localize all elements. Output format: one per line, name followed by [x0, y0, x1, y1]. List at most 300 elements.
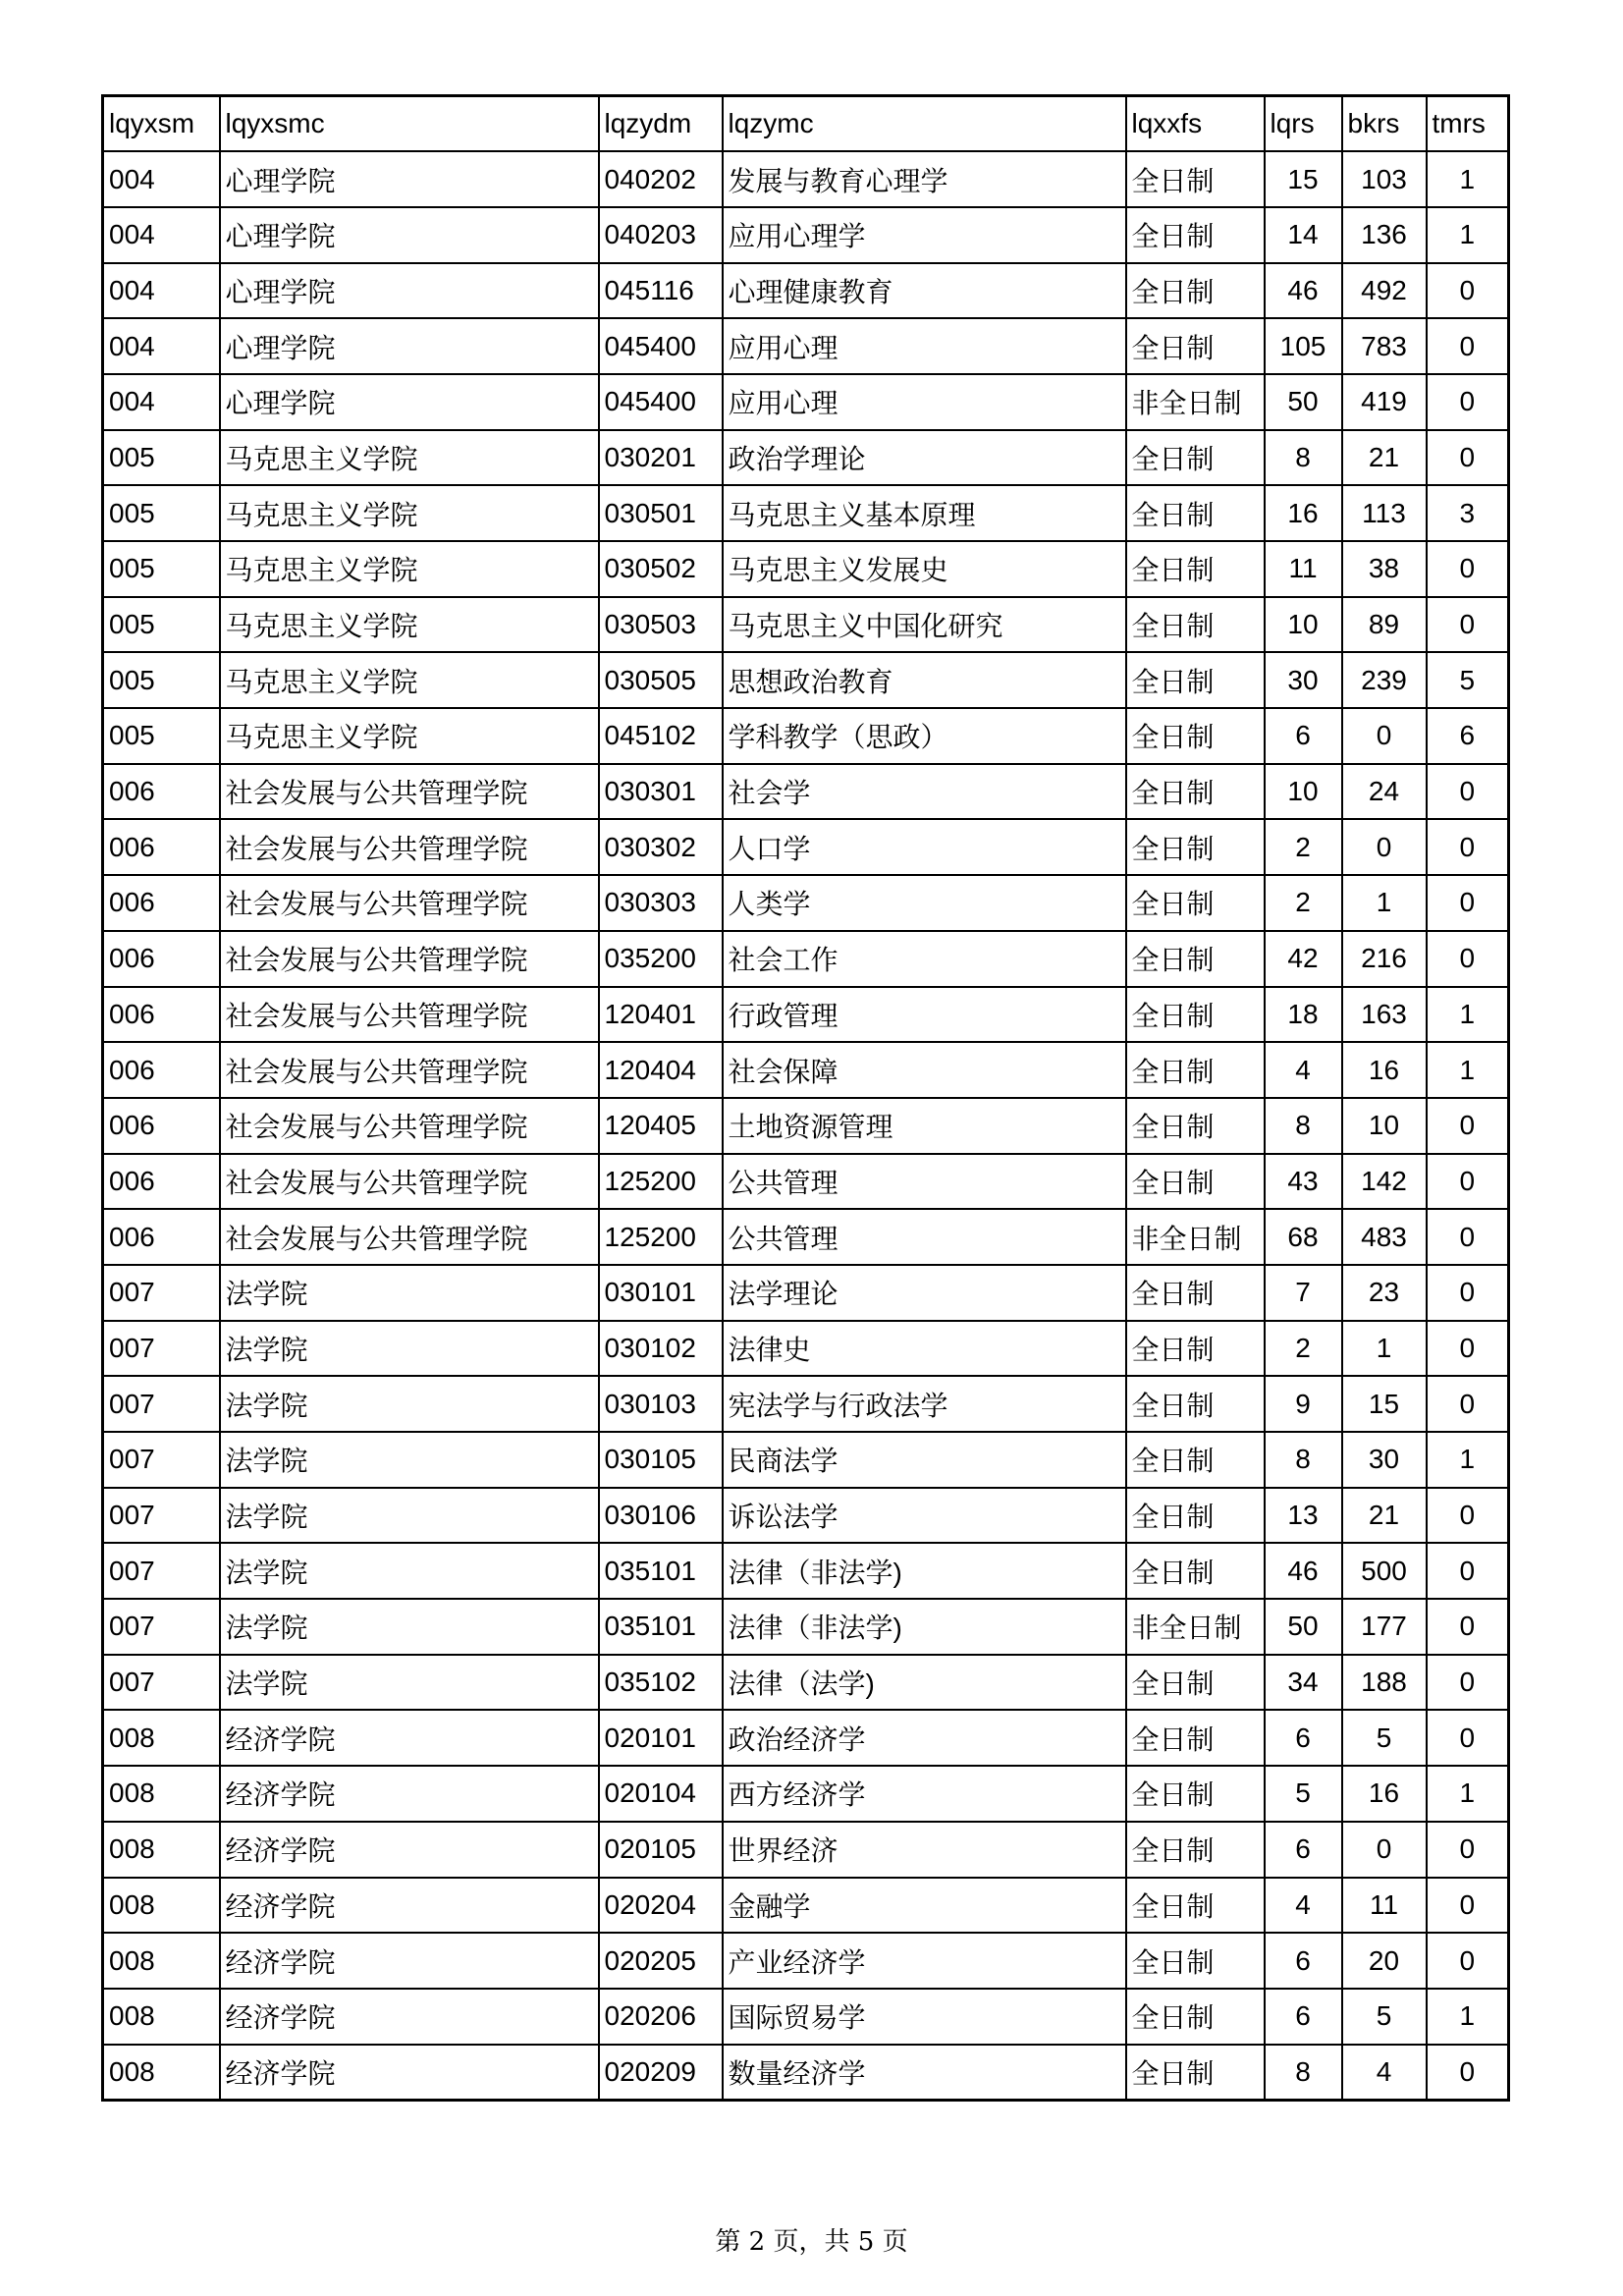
cell-school-name: 马克思主义学院 [220, 597, 599, 653]
cell-major-name: 人口学 [723, 819, 1126, 875]
cell-study-mode: 全日制 [1126, 430, 1265, 486]
cell-major-code: 020205 [599, 1933, 723, 1989]
admissions-table [101, 94, 1510, 2102]
table-row [103, 374, 1509, 430]
cell-exempt-count: 0 [1427, 541, 1509, 597]
cell-study-mode: 全日制 [1126, 1655, 1265, 1711]
cell-study-mode: 全日制 [1126, 987, 1265, 1043]
table-row [103, 1098, 1509, 1154]
cell-exempt-count: 0 [1427, 1488, 1509, 1544]
cell-school-name: 法学院 [220, 1265, 599, 1321]
cell-study-mode: 全日制 [1126, 318, 1265, 374]
cell-exempt-count: 0 [1427, 1209, 1509, 1265]
cell-school-name: 马克思主义学院 [220, 485, 599, 541]
cell-admitted-count: 6 [1265, 1710, 1342, 1766]
table-row [103, 875, 1509, 931]
cell-admitted-count: 30 [1265, 652, 1342, 708]
cell-major-code: 125200 [599, 1154, 723, 1210]
table-body [103, 151, 1509, 2100]
header-lqyxsmc: lqyxsmc [220, 96, 599, 152]
cell-exempt-count: 1 [1427, 1432, 1509, 1488]
cell-major-name: 学科教学（思政） [723, 708, 1126, 764]
cell-major-code: 030201 [599, 430, 723, 486]
cell-school-name: 马克思主义学院 [220, 652, 599, 708]
cell-admitted-count: 34 [1265, 1655, 1342, 1711]
table-row [103, 1933, 1509, 1989]
cell-major-name: 社会学 [723, 764, 1126, 820]
cell-admitted-count: 6 [1265, 1933, 1342, 1989]
cell-exempt-count: 0 [1427, 1655, 1509, 1711]
cell-admitted-count: 2 [1265, 819, 1342, 875]
header-lqxxfs: lqxxfs [1126, 96, 1265, 152]
cell-applicant-count: 4 [1342, 2045, 1427, 2101]
cell-major-code: 030103 [599, 1376, 723, 1432]
cell-admitted-count: 8 [1265, 430, 1342, 486]
cell-applicant-count: 21 [1342, 1488, 1427, 1544]
cell-major-name: 应用心理 [723, 318, 1126, 374]
cell-study-mode: 全日制 [1126, 1376, 1265, 1432]
table-row [103, 764, 1509, 820]
header-lqzymc: lqzymc [723, 96, 1126, 152]
cell-applicant-count: 38 [1342, 541, 1427, 597]
cell-school-name: 心理学院 [220, 207, 599, 263]
cell-study-mode: 全日制 [1126, 1766, 1265, 1822]
cell-study-mode: 全日制 [1126, 1154, 1265, 1210]
cell-major-name: 马克思主义发展史 [723, 541, 1126, 597]
cell-exempt-count: 0 [1427, 430, 1509, 486]
cell-school-code: 008 [103, 2045, 220, 2101]
cell-major-code: 035200 [599, 931, 723, 987]
cell-school-code: 005 [103, 652, 220, 708]
table-row [103, 1321, 1509, 1377]
cell-applicant-count: 492 [1342, 263, 1427, 319]
cell-school-name: 经济学院 [220, 1710, 599, 1766]
cell-major-name: 社会保障 [723, 1042, 1126, 1098]
cell-school-name: 法学院 [220, 1432, 599, 1488]
cell-admitted-count: 13 [1265, 1488, 1342, 1544]
table-row [103, 263, 1509, 319]
cell-school-code: 008 [103, 1822, 220, 1878]
cell-major-name: 数量经济学 [723, 2045, 1126, 2101]
cell-school-name: 社会发展与公共管理学院 [220, 1042, 599, 1098]
cell-exempt-count: 0 [1427, 1599, 1509, 1655]
cell-school-name: 马克思主义学院 [220, 708, 599, 764]
cell-major-code: 045116 [599, 263, 723, 319]
cell-study-mode: 全日制 [1126, 1989, 1265, 2045]
cell-study-mode: 全日制 [1126, 764, 1265, 820]
table-row [103, 987, 1509, 1043]
cell-admitted-count: 6 [1265, 1989, 1342, 2045]
cell-major-code: 020204 [599, 1878, 723, 1934]
table-row [103, 1878, 1509, 1934]
cell-school-code: 007 [103, 1376, 220, 1432]
table-row [103, 541, 1509, 597]
table-row [103, 597, 1509, 653]
cell-applicant-count: 239 [1342, 652, 1427, 708]
cell-major-name: 应用心理 [723, 374, 1126, 430]
cell-major-code: 035102 [599, 1655, 723, 1711]
cell-major-name: 发展与教育心理学 [723, 151, 1126, 207]
cell-school-name: 法学院 [220, 1321, 599, 1377]
cell-admitted-count: 6 [1265, 1822, 1342, 1878]
cell-applicant-count: 24 [1342, 764, 1427, 820]
cell-school-name: 经济学院 [220, 1822, 599, 1878]
cell-major-name: 西方经济学 [723, 1766, 1126, 1822]
cell-major-name: 社会工作 [723, 931, 1126, 987]
cell-exempt-count: 1 [1427, 987, 1509, 1043]
cell-major-code: 020209 [599, 2045, 723, 2101]
cell-school-code: 006 [103, 1209, 220, 1265]
cell-exempt-count: 3 [1427, 485, 1509, 541]
cell-major-name: 思想政治教育 [723, 652, 1126, 708]
cell-school-code: 007 [103, 1488, 220, 1544]
cell-applicant-count: 16 [1342, 1042, 1427, 1098]
cell-school-code: 005 [103, 485, 220, 541]
cell-exempt-count: 1 [1427, 1042, 1509, 1098]
cell-school-code: 008 [103, 1989, 220, 2045]
table-row [103, 207, 1509, 263]
cell-admitted-count: 50 [1265, 1599, 1342, 1655]
cell-exempt-count: 1 [1427, 1766, 1509, 1822]
cell-school-name: 心理学院 [220, 151, 599, 207]
cell-major-name: 政治学理论 [723, 430, 1126, 486]
cell-exempt-count: 5 [1427, 652, 1509, 708]
cell-applicant-count: 113 [1342, 485, 1427, 541]
cell-major-name: 法律（法学) [723, 1655, 1126, 1711]
cell-school-code: 007 [103, 1599, 220, 1655]
cell-admitted-count: 2 [1265, 875, 1342, 931]
cell-exempt-count: 0 [1427, 875, 1509, 931]
cell-applicant-count: 500 [1342, 1543, 1427, 1599]
cell-school-name: 法学院 [220, 1488, 599, 1544]
header-tmrs: tmrs [1427, 96, 1509, 152]
cell-major-name: 马克思主义基本原理 [723, 485, 1126, 541]
cell-exempt-count: 0 [1427, 764, 1509, 820]
page-number-footer: 第 2 页，共 5 页 [715, 2227, 908, 2257]
cell-applicant-count: 5 [1342, 1710, 1427, 1766]
cell-school-name: 社会发展与公共管理学院 [220, 1154, 599, 1210]
table-row [103, 1154, 1509, 1210]
cell-admitted-count: 4 [1265, 1878, 1342, 1934]
cell-school-code: 006 [103, 1098, 220, 1154]
table-row [103, 1042, 1509, 1098]
cell-study-mode: 全日制 [1126, 1042, 1265, 1098]
cell-major-name: 产业经济学 [723, 1933, 1126, 1989]
cell-school-name: 法学院 [220, 1599, 599, 1655]
cell-major-name: 世界经济 [723, 1822, 1126, 1878]
cell-applicant-count: 21 [1342, 430, 1427, 486]
cell-exempt-count: 0 [1427, 1822, 1509, 1878]
table-row [103, 1822, 1509, 1878]
cell-exempt-count: 6 [1427, 708, 1509, 764]
cell-applicant-count: 216 [1342, 931, 1427, 987]
cell-major-code: 040202 [599, 151, 723, 207]
cell-major-code: 030106 [599, 1488, 723, 1544]
cell-school-name: 社会发展与公共管理学院 [220, 987, 599, 1043]
cell-school-name: 经济学院 [220, 1766, 599, 1822]
cell-major-name: 人类学 [723, 875, 1126, 931]
cell-admitted-count: 105 [1265, 318, 1342, 374]
cell-applicant-count: 1 [1342, 875, 1427, 931]
cell-exempt-count: 0 [1427, 1265, 1509, 1321]
cell-exempt-count: 0 [1427, 931, 1509, 987]
cell-admitted-count: 6 [1265, 708, 1342, 764]
cell-major-name: 土地资源管理 [723, 1098, 1126, 1154]
table-row [103, 1432, 1509, 1488]
table-row [103, 1488, 1509, 1544]
cell-exempt-count: 1 [1427, 1989, 1509, 2045]
cell-applicant-count: 188 [1342, 1655, 1427, 1711]
cell-applicant-count: 5 [1342, 1989, 1427, 2045]
cell-school-name: 心理学院 [220, 374, 599, 430]
cell-study-mode: 全日制 [1126, 1321, 1265, 1377]
cell-school-name: 经济学院 [220, 2045, 599, 2101]
cell-study-mode: 全日制 [1126, 1488, 1265, 1544]
cell-admitted-count: 2 [1265, 1321, 1342, 1377]
cell-major-code: 120404 [599, 1042, 723, 1098]
cell-major-name: 心理健康教育 [723, 263, 1126, 319]
cell-study-mode: 全日制 [1126, 2045, 1265, 2101]
cell-major-code: 030303 [599, 875, 723, 931]
cell-school-name: 经济学院 [220, 1989, 599, 2045]
cell-major-name: 行政管理 [723, 987, 1126, 1043]
cell-major-code: 030302 [599, 819, 723, 875]
cell-exempt-count: 0 [1427, 1543, 1509, 1599]
cell-applicant-count: 16 [1342, 1766, 1427, 1822]
cell-study-mode: 全日制 [1126, 151, 1265, 207]
cell-admitted-count: 8 [1265, 2045, 1342, 2101]
cell-study-mode: 非全日制 [1126, 374, 1265, 430]
cell-major-code: 020206 [599, 1989, 723, 2045]
table-row [103, 151, 1509, 207]
cell-study-mode: 全日制 [1126, 931, 1265, 987]
cell-school-code: 004 [103, 207, 220, 263]
cell-school-name: 心理学院 [220, 318, 599, 374]
cell-major-code: 030505 [599, 652, 723, 708]
cell-study-mode: 全日制 [1126, 485, 1265, 541]
cell-exempt-count: 0 [1427, 1098, 1509, 1154]
cell-major-code: 120405 [599, 1098, 723, 1154]
table-row [103, 819, 1509, 875]
table-row [103, 485, 1509, 541]
cell-school-code: 004 [103, 263, 220, 319]
cell-major-name: 应用心理学 [723, 207, 1126, 263]
cell-exempt-count: 0 [1427, 263, 1509, 319]
cell-admitted-count: 8 [1265, 1098, 1342, 1154]
cell-admitted-count: 5 [1265, 1766, 1342, 1822]
cell-school-name: 经济学院 [220, 1933, 599, 1989]
cell-exempt-count: 0 [1427, 1878, 1509, 1934]
header-lqyxsm: lqyxsm [103, 96, 220, 152]
cell-major-name: 公共管理 [723, 1154, 1126, 1210]
table-header-row [103, 96, 1509, 152]
cell-school-code: 006 [103, 987, 220, 1043]
cell-major-code: 040203 [599, 207, 723, 263]
cell-exempt-count: 0 [1427, 1710, 1509, 1766]
cell-major-name: 国际贸易学 [723, 1989, 1126, 2045]
cell-study-mode: 全日制 [1126, 207, 1265, 263]
cell-admitted-count: 8 [1265, 1432, 1342, 1488]
cell-admitted-count: 16 [1265, 485, 1342, 541]
cell-study-mode: 全日制 [1126, 1098, 1265, 1154]
cell-school-name: 社会发展与公共管理学院 [220, 764, 599, 820]
cell-exempt-count: 0 [1427, 1376, 1509, 1432]
cell-study-mode: 非全日制 [1126, 1209, 1265, 1265]
cell-major-code: 030102 [599, 1321, 723, 1377]
table-row [103, 318, 1509, 374]
cell-applicant-count: 1 [1342, 1321, 1427, 1377]
cell-school-code: 004 [103, 374, 220, 430]
cell-school-code: 006 [103, 931, 220, 987]
cell-major-code: 045400 [599, 318, 723, 374]
cell-major-name: 公共管理 [723, 1209, 1126, 1265]
cell-school-name: 心理学院 [220, 263, 599, 319]
cell-exempt-count: 0 [1427, 2045, 1509, 2101]
cell-school-code: 007 [103, 1655, 220, 1711]
cell-school-name: 社会发展与公共管理学院 [220, 875, 599, 931]
table-row [103, 2045, 1509, 2101]
table-row [103, 708, 1509, 764]
table-row [103, 931, 1509, 987]
cell-exempt-count: 0 [1427, 318, 1509, 374]
cell-major-code: 120401 [599, 987, 723, 1043]
table-row [103, 1543, 1509, 1599]
cell-applicant-count: 15 [1342, 1376, 1427, 1432]
cell-school-name: 马克思主义学院 [220, 541, 599, 597]
cell-major-code: 030101 [599, 1265, 723, 1321]
cell-applicant-count: 10 [1342, 1098, 1427, 1154]
cell-school-code: 008 [103, 1878, 220, 1934]
cell-applicant-count: 0 [1342, 708, 1427, 764]
cell-admitted-count: 10 [1265, 597, 1342, 653]
cell-admitted-count: 11 [1265, 541, 1342, 597]
cell-school-code: 005 [103, 430, 220, 486]
cell-exempt-count: 0 [1427, 374, 1509, 430]
cell-school-code: 007 [103, 1543, 220, 1599]
table-row [103, 1265, 1509, 1321]
cell-exempt-count: 1 [1427, 207, 1509, 263]
cell-admitted-count: 10 [1265, 764, 1342, 820]
cell-applicant-count: 23 [1342, 1265, 1427, 1321]
header-lqzydm: lqzydm [599, 96, 723, 152]
cell-major-code: 045400 [599, 374, 723, 430]
table-row [103, 1209, 1509, 1265]
cell-applicant-count: 136 [1342, 207, 1427, 263]
cell-school-code: 007 [103, 1321, 220, 1377]
cell-major-name: 政治经济学 [723, 1710, 1126, 1766]
cell-school-code: 006 [103, 875, 220, 931]
cell-exempt-count: 1 [1427, 151, 1509, 207]
cell-major-code: 020104 [599, 1766, 723, 1822]
cell-school-code: 008 [103, 1710, 220, 1766]
cell-applicant-count: 177 [1342, 1599, 1427, 1655]
cell-school-name: 法学院 [220, 1655, 599, 1711]
cell-admitted-count: 42 [1265, 931, 1342, 987]
cell-school-code: 004 [103, 318, 220, 374]
table-row [103, 430, 1509, 486]
cell-study-mode: 全日制 [1126, 263, 1265, 319]
table-row [103, 1710, 1509, 1766]
cell-school-name: 社会发展与公共管理学院 [220, 1098, 599, 1154]
cell-major-code: 125200 [599, 1209, 723, 1265]
cell-admitted-count: 46 [1265, 263, 1342, 319]
cell-major-name: 马克思主义中国化研究 [723, 597, 1126, 653]
cell-admitted-count: 43 [1265, 1154, 1342, 1210]
cell-exempt-count: 0 [1427, 597, 1509, 653]
cell-study-mode: 全日制 [1126, 1432, 1265, 1488]
cell-major-code: 030502 [599, 541, 723, 597]
header-bkrs: bkrs [1342, 96, 1427, 152]
cell-major-code: 020101 [599, 1710, 723, 1766]
cell-study-mode: 全日制 [1126, 541, 1265, 597]
cell-study-mode: 全日制 [1126, 652, 1265, 708]
cell-major-code: 020105 [599, 1822, 723, 1878]
cell-school-code: 006 [103, 1042, 220, 1098]
cell-admitted-count: 9 [1265, 1376, 1342, 1432]
cell-exempt-count: 0 [1427, 819, 1509, 875]
cell-applicant-count: 20 [1342, 1933, 1427, 1989]
cell-applicant-count: 163 [1342, 987, 1427, 1043]
cell-major-code: 030501 [599, 485, 723, 541]
table-row [103, 1766, 1509, 1822]
cell-study-mode: 全日制 [1126, 1265, 1265, 1321]
cell-school-name: 社会发展与公共管理学院 [220, 1209, 599, 1265]
cell-applicant-count: 89 [1342, 597, 1427, 653]
cell-school-code: 008 [103, 1933, 220, 1989]
cell-major-name: 诉讼法学 [723, 1488, 1126, 1544]
cell-applicant-count: 142 [1342, 1154, 1427, 1210]
cell-major-code: 035101 [599, 1543, 723, 1599]
cell-study-mode: 全日制 [1126, 1710, 1265, 1766]
cell-school-code: 005 [103, 708, 220, 764]
cell-applicant-count: 419 [1342, 374, 1427, 430]
cell-school-code: 006 [103, 819, 220, 875]
cell-major-code: 030105 [599, 1432, 723, 1488]
cell-school-name: 马克思主义学院 [220, 430, 599, 486]
cell-school-name: 社会发展与公共管理学院 [220, 819, 599, 875]
cell-major-name: 金融学 [723, 1878, 1126, 1934]
table-row [103, 1599, 1509, 1655]
cell-school-code: 007 [103, 1432, 220, 1488]
cell-admitted-count: 7 [1265, 1265, 1342, 1321]
cell-admitted-count: 14 [1265, 207, 1342, 263]
cell-major-name: 法律（非法学) [723, 1543, 1126, 1599]
cell-school-name: 经济学院 [220, 1878, 599, 1934]
cell-school-code: 006 [103, 1154, 220, 1210]
cell-applicant-count: 30 [1342, 1432, 1427, 1488]
cell-admitted-count: 15 [1265, 151, 1342, 207]
cell-study-mode: 全日制 [1126, 597, 1265, 653]
cell-applicant-count: 783 [1342, 318, 1427, 374]
cell-school-code: 005 [103, 541, 220, 597]
cell-major-name: 法学理论 [723, 1265, 1126, 1321]
cell-study-mode: 全日制 [1126, 1878, 1265, 1934]
cell-exempt-count: 0 [1427, 1154, 1509, 1210]
table-row [103, 652, 1509, 708]
cell-study-mode: 全日制 [1126, 708, 1265, 764]
table-row [103, 1989, 1509, 2045]
cell-applicant-count: 11 [1342, 1878, 1427, 1934]
table-row [103, 1376, 1509, 1432]
cell-study-mode: 全日制 [1126, 819, 1265, 875]
cell-school-name: 法学院 [220, 1376, 599, 1432]
cell-major-name: 法律史 [723, 1321, 1126, 1377]
cell-study-mode: 全日制 [1126, 1543, 1265, 1599]
cell-admitted-count: 50 [1265, 374, 1342, 430]
cell-major-name: 民商法学 [723, 1432, 1126, 1488]
cell-admitted-count: 68 [1265, 1209, 1342, 1265]
cell-study-mode: 非全日制 [1126, 1599, 1265, 1655]
